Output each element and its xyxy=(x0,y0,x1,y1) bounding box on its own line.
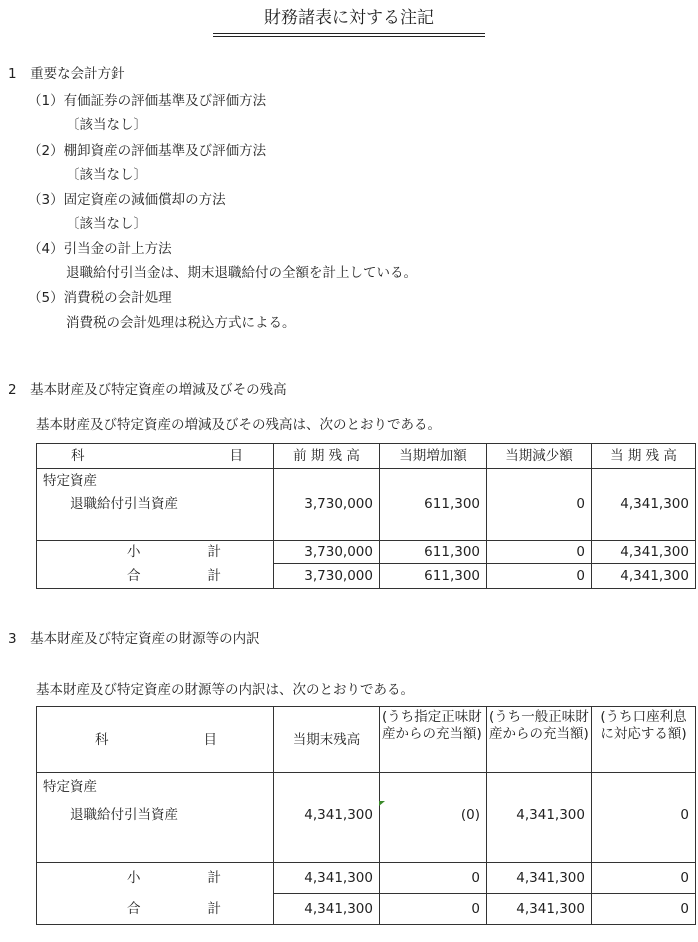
policy-item-label: （5）消費税の会計処理 xyxy=(28,290,172,306)
total-cur: 4,341,300 xyxy=(274,894,380,925)
total-label-a: 合 xyxy=(127,567,141,584)
header-general: (うち一般正味財産からの充当額) xyxy=(487,707,592,773)
table-row xyxy=(37,773,696,863)
row-prev: 3,730,000 xyxy=(274,469,380,541)
section2-intro: 基本財産及び特定資産の増減及びその残高は、次のとおりである。 xyxy=(36,417,441,433)
subtotal-label-b: 計 xyxy=(207,870,221,887)
header-decrease: 当期減少額 xyxy=(487,444,592,469)
section3-intro: 基本財産及び特定資産の財源等の内訳は、次のとおりである。 xyxy=(36,682,414,698)
row-interest: 0 xyxy=(592,773,696,863)
table-header-row xyxy=(37,444,696,469)
subtotal-cur: 4,341,300 xyxy=(592,541,696,564)
header-subject-b: 目 xyxy=(203,731,217,748)
subtotal-general: 4,341,300 xyxy=(487,863,592,894)
header-subject-a: 科 xyxy=(71,448,85,464)
subtotal-row xyxy=(37,863,696,894)
subject-cell xyxy=(37,773,274,863)
subtotal-row xyxy=(37,541,696,564)
total-label-b: 計 xyxy=(207,900,221,917)
total-label xyxy=(37,894,274,925)
total-inc: 611,300 xyxy=(380,564,487,589)
row-inc: 611,300 xyxy=(380,469,487,541)
header-subject-a: 科 xyxy=(95,731,109,748)
total-designated: 0 xyxy=(380,894,487,925)
total-dec: 0 xyxy=(487,564,592,589)
total-interest: 0 xyxy=(592,894,696,925)
policy-item-label: （4）引当金の計上方法 xyxy=(28,241,172,257)
total-prev: 3,730,000 xyxy=(274,564,380,589)
policy-item-label: （2）棚卸資産の評価基準及び評価方法 xyxy=(28,143,267,159)
row-general: 4,341,300 xyxy=(487,773,592,863)
subject-cell xyxy=(37,469,274,541)
total-cur: 4,341,300 xyxy=(592,564,696,589)
header-subject xyxy=(37,444,274,469)
header-increase: 当期増加額 xyxy=(380,444,487,469)
table-row xyxy=(37,469,696,541)
header-subject xyxy=(37,707,274,773)
total-label-a: 合 xyxy=(127,900,141,917)
subtotal-label-a: 小 xyxy=(127,544,141,561)
policy-item-label: （1）有価証券の評価基準及び評価方法 xyxy=(28,93,267,109)
row-cur: 4,341,300 xyxy=(274,773,380,863)
row-designated: (0) xyxy=(380,773,487,863)
row-cur: 4,341,300 xyxy=(592,469,696,541)
header-cur-balance: 当期末残高 xyxy=(274,707,380,773)
page-title: 財務諸表に対する注記 xyxy=(264,8,434,28)
category-label: 特定資産 xyxy=(43,779,97,795)
policy-item-label: （3）固定資産の減価償却の方法 xyxy=(28,192,226,208)
balance-change-table xyxy=(36,443,696,589)
table-header-row xyxy=(37,707,696,773)
total-label xyxy=(37,564,274,589)
policy-item-body: 〔該当なし〕 xyxy=(66,117,147,133)
subtotal-label xyxy=(37,863,274,894)
total-row xyxy=(37,894,696,925)
header-designated: (うち指定正味財産からの充当額) xyxy=(380,707,487,773)
subtotal-label-b: 計 xyxy=(207,544,221,561)
total-general: 4,341,300 xyxy=(487,894,592,925)
header-interest: (うち口座利息に対応する額) xyxy=(592,707,696,773)
category-label: 特定資産 xyxy=(43,473,97,489)
policy-item-body: 退職給付引当金は、期末退職給付の全額を計上している。 xyxy=(66,265,417,281)
policy-item-body: 消費税の会計処理は税込方式による。 xyxy=(66,315,296,331)
header-cur-balance: 当 期 残 高 xyxy=(592,444,696,469)
funding-source-table xyxy=(36,706,696,925)
row-name: 退職給付引当資産 xyxy=(70,807,178,823)
total-row xyxy=(37,564,696,589)
subtotal-designated: 0 xyxy=(380,863,487,894)
subtotal-label xyxy=(37,541,274,564)
subtotal-cur: 4,341,300 xyxy=(274,863,380,894)
subtotal-interest: 0 xyxy=(592,863,696,894)
title-underline-1 xyxy=(213,33,485,34)
section3-heading: 3 基本財産及び特定資産の財源等の内訳 xyxy=(8,631,260,647)
comment-marker-icon xyxy=(379,801,385,806)
subtotal-prev: 3,730,000 xyxy=(274,541,380,564)
subtotal-label-a: 小 xyxy=(127,870,141,887)
subtotal-inc: 611,300 xyxy=(380,541,487,564)
policy-item-body: 〔該当なし〕 xyxy=(66,216,147,232)
total-label-b: 計 xyxy=(207,567,221,584)
section1-heading: 1 重要な会計方針 xyxy=(8,66,125,82)
title-underline-2 xyxy=(213,36,485,37)
header-prev-balance: 前 期 残 高 xyxy=(274,444,380,469)
subtotal-dec: 0 xyxy=(487,541,592,564)
row-dec: 0 xyxy=(487,469,592,541)
section2-heading: 2 基本財産及び特定資産の増減及びその残高 xyxy=(8,382,287,398)
header-subject-b: 目 xyxy=(229,448,243,464)
row-name: 退職給付引当資産 xyxy=(70,496,178,512)
policy-item-body: 〔該当なし〕 xyxy=(66,167,147,183)
